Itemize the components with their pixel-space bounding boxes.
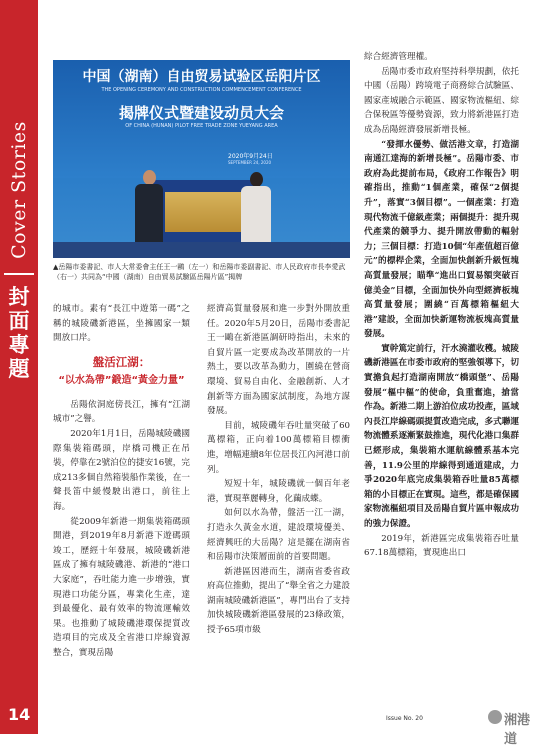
paragraph: 2019年，新港區完成集裝箱吞吐量67.18萬標箱，實現進出口 (364, 533, 519, 559)
paragraph: 2020年1月1日，岳陽城陵磯國際集裝箱碼頭，岸橋司機正在吊裝，停靠在2號泊位的捷安16號，完成213多個自然箱裝船作業後，在一聲長笛中緩慢駛出港口，前往上海。 (53, 428, 190, 512)
banner-english-line-1: THE OPENING CEREMONY AND CONSTRUCTION COMMENCEMENT CONFERENCE (101, 87, 302, 93)
article-column-3 (364, 50, 519, 561)
paragraph: 新港區因港而生，湖南省委省政府高位推動，提出了“舉全省之力建設湖南城陵磯新港區”，專門出台了支持加快城陵磯新港區發展的23條政策，授予65項市級 (207, 566, 350, 636)
article-column-2 (207, 302, 350, 638)
paragraph: 目前，城陵磯年吞吐量突破了60萬標箱，正向着100萬標箱目標衝進，增幅連續8年位居長江內河港口前列。 (207, 420, 350, 475)
paragraph: 岳陽依洞庭傍長江，擁有“江湖城市”之譽。 (53, 399, 190, 425)
paragraph: 岳陽市委市政府堅持科學規劃，依托中國（岳陽）跨境電子商務綜合試驗區、國家產城融合示範區、國家物流樞紐、綜合保稅區等優勢資源，致力將新港區打造成為岳陽經濟發展新增長極。 (364, 66, 519, 135)
section-heading: 盤活江湖： (92, 354, 151, 369)
section-sidebar (0, 0, 38, 734)
paragraph: 短短十年，城陵磯就一個百年老港，實現華麗轉身，化繭成蝶。 (207, 479, 350, 504)
page-footer (380, 707, 540, 747)
paragraph: 如何以水為帶，盤活一江一湖，打造永久黃金水道，建設環境優美、經濟興旺的大岳陽？這是擺在湖南省和岳陽市決策層面前的首要問題。 (207, 508, 350, 563)
page-number: 14 (8, 705, 31, 724)
stage-floor (53, 242, 350, 258)
banner-date-english: SEPTEMBER 24, 2020 (228, 160, 272, 165)
banner-english-line-2: OF CHINA (HUNAN) PILOT FREE TRADE ZONE YUEYANG AREA (125, 123, 278, 129)
paragraph: 從2009年新港一期集裝箱碼頭開港，到2019年8月新港下遊碼頭竣工，歷經十年發展，城陵磯新港區成了擁有城陵磯港、新港的“港口大家庭”，吞吐能力進一步增強，實現港口功能分區，專業化生產，達到最優化、最有效率的物流運輸效果。也推動了城陵磯港環保提質改造項目的完成及全省港口岸線資源整合，實現岳陽 (53, 516, 190, 658)
banner-date: 2020年9月24日 (228, 153, 273, 160)
paragraph-bold: 實幹篤定前行，汗水澆灌收穫。城陵磯新港區在市委市政府的堅強領導下，切實擔負起打造湖南開放“橋頭堡”、岳陽發展“樞中樞”的使命，負重奮進，搶當作為。新港二期上游泊位成功投產，區域內長江岸線碼頭提質改造完成，多式聯運物流體系逐漸緊鼓推進，現代化港口集群已經形成，集裝箱水運航線體系基本完善，11.9公里的岸線得到通道建成，力爭2020年底完成集裝箱吞吐量85萬標箱的小目標正在實現。這些，都是確保國家物流樞紐項目及岳陽自貿片區申報成功的強力保證。 (364, 343, 519, 529)
banner-subtitle: 揭牌仪式暨建设动员大会 (118, 104, 284, 122)
section-subheading: “以水為帶”鍛造“黃金力量” (58, 374, 185, 386)
plaque-gold-panel (165, 192, 241, 232)
paragraph-bold: “發揮水優勢、做活港文章，打造湖南通江達海的新增長極”。岳陽市委、市政府為此提前布局，《政府工作報告》明確指出，推動“1個產業，確保“2個提升”，落實“3個目標”。一個產業：打造現代物流千億級產業；兩個提升：提升現代產業的競爭力、提升開放帶動的輻射力；三個目標：打造10個“年產值超百億元”的標桿企業，全面加快創新升級恆塊高質量發展；瞄準“進出口貿易額突破百億美金”目標，全面加快外向型經濟板塊高質量發展；圍繞“百萬標箱樞紐大港”建設，全面加快新運物流板塊高質量發展。 (364, 139, 519, 340)
ceremony-photo (53, 60, 350, 258)
article-column-1 (53, 302, 190, 660)
section-chinese-title: 封面專題 (6, 285, 32, 381)
issue-number: Issue No. 20 (386, 715, 423, 722)
banner-title: 中国（湖南）自由贸易试验区岳阳片区 (82, 69, 321, 85)
watermark-text: 湘港道 (504, 713, 531, 747)
paragraph: 綜合經濟管理權。 (364, 52, 433, 62)
paragraph: 經濟高質量發展和進一步對外開放重任。2020年5月20日，岳陽市委書記王一鷗在新港區調研時指出，未來的自貿片區一定要成為改革開放的一片熱土，要以改革為動力，圍繞在營商環境、貿易自由化、金融創新、人才創新等方面為國家試制度，為地方謀發展。 (207, 304, 350, 417)
section-english-title: Cover Stories (8, 121, 30, 259)
watermark-logo-icon (488, 710, 502, 724)
photo-caption: ▲岳陽市委書記、市人大常委會主任王一鷗（左一）和岳陽市委副書記、市人民政府市長李愛武（右一）共同為“中國（湖南）自由貿易試驗區岳陽片區”揭牌 (53, 263, 346, 281)
paragraph: 的城市。素有“長江中遊第一碼”之稱的城陵磯新港區，坐擁國家一類開放口岸。 (53, 304, 190, 344)
